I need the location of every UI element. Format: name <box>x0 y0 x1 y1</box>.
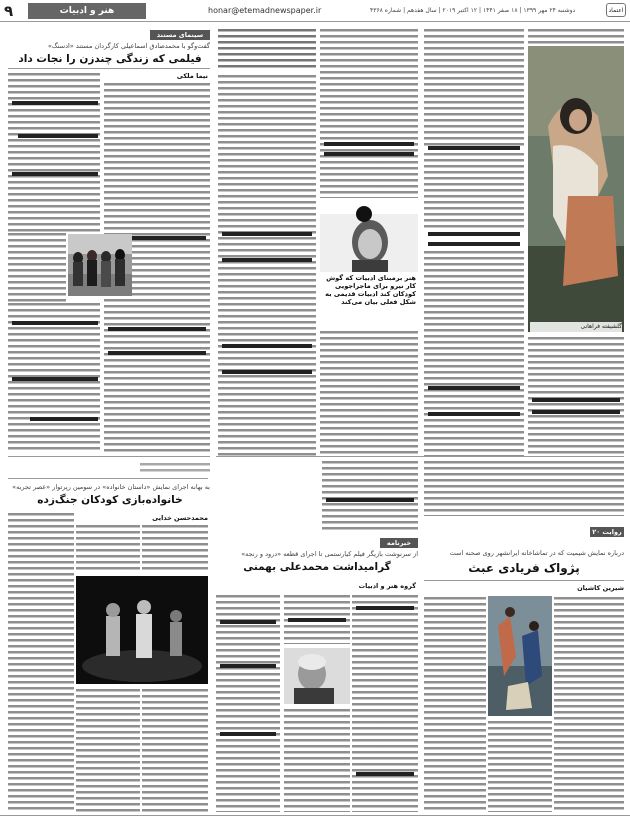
question-line <box>326 498 414 502</box>
footer-note <box>140 462 210 472</box>
article-kicker: از سرنوشت بازیگر فیلم کیارستمی تا اجرای قطعه «درود و رنجه» <box>241 550 418 558</box>
question-line <box>18 134 98 138</box>
article-byline: گروه هنر و ادبیات <box>358 582 416 590</box>
question-line <box>428 242 520 246</box>
portrait-image <box>284 648 350 704</box>
dateline: دوشنبه ۲۴ مهر ۱۳۹۹ | ۱۸ صفر ۱۴۴۱ | ۱۲ اکتبر ۲۰۱۹ | سال هفدهم | شماره ۴۳۶۸ <box>370 7 576 14</box>
article-headline: فیلمی که زندگی چندزن را نجات داد <box>18 53 202 65</box>
divider <box>8 456 210 457</box>
film-still-photo <box>68 234 132 296</box>
article-text-column <box>352 594 418 812</box>
question-line <box>30 417 98 421</box>
article-text-column <box>320 28 418 198</box>
article-text-column <box>216 594 280 812</box>
article-text-column <box>320 330 418 456</box>
article-text-column <box>76 688 140 812</box>
question-line <box>12 101 98 105</box>
question-line <box>12 377 98 381</box>
pull-quote: هنر برمبنای ادبیات که گوش کار نیرو برای ماجراجویی کودکان کند ادبیات قدیمی به شکل فعلی بیان می‌کند <box>325 274 416 306</box>
section-email[interactable]: honar@etemadnewspaper.ir <box>208 6 322 15</box>
category-tag: سینمای مستند <box>150 30 210 40</box>
article-text-column <box>424 460 624 516</box>
question-line <box>532 410 620 414</box>
article-text-column <box>8 512 74 812</box>
article-text-column <box>488 720 552 812</box>
question-line <box>222 370 312 374</box>
category-tag: روایت ۲۰ <box>590 527 624 537</box>
article-text-column <box>554 596 624 812</box>
film-still-image <box>68 234 132 296</box>
question-line <box>532 398 620 402</box>
article-text-column <box>284 708 350 812</box>
article-text-column <box>218 74 316 456</box>
article-text-column <box>424 28 524 148</box>
article-text-column <box>142 524 208 572</box>
portrait-photo <box>284 648 350 704</box>
section-title: هنر و ادبیات <box>28 3 146 19</box>
performance-image <box>488 596 552 716</box>
portrait-photo <box>320 214 418 272</box>
article-kicker: درباره نمایش شیمیت که در تماشاخانه ایرانشهر روی صحنه است <box>449 549 624 557</box>
article-text-column <box>528 336 624 456</box>
question-line <box>220 732 276 736</box>
divider <box>216 456 624 457</box>
question-line <box>222 232 312 236</box>
article-text-column <box>76 524 140 572</box>
question-line <box>12 172 98 176</box>
question-line <box>428 412 520 416</box>
quote-icon <box>356 206 372 222</box>
page-bottom-rule <box>0 815 630 816</box>
question-line <box>324 152 414 156</box>
category-tag: خبرنامه <box>380 538 418 548</box>
article-text-column <box>424 250 524 456</box>
article-kicker: به بهانه اجرای نمایش «داستان خانواده» در سومین رپرتوار «عصر تجربه» <box>12 483 210 491</box>
question-line <box>356 772 414 776</box>
divider <box>8 68 210 69</box>
performance-photo <box>488 596 552 716</box>
photo-caption: گلشیفته فراهانی <box>530 322 622 332</box>
lead-photo <box>528 46 624 332</box>
question-line <box>12 321 98 325</box>
question-line <box>220 664 276 668</box>
question-line <box>220 620 276 624</box>
article-kicker: گفت‌وگو با محمدصادق اسماعیلی کارگردان مستند «ادسنگ» <box>47 42 210 50</box>
article-headline: گرامیداشت محمدعلی بهمنی <box>243 561 391 573</box>
portrait-image <box>320 214 418 272</box>
question-line <box>428 146 520 150</box>
question-line <box>222 344 312 348</box>
question-line <box>222 258 312 262</box>
lead-paragraph <box>218 28 316 70</box>
article-text-column <box>528 28 624 44</box>
newspaper-logo: اعتماد <box>606 3 626 17</box>
question-line <box>108 351 206 355</box>
question-line <box>108 327 206 331</box>
article-byline: نیما ملکی <box>176 72 208 80</box>
question-line <box>324 142 414 146</box>
page-number: ۹ <box>4 2 14 20</box>
article-text-column <box>322 460 418 530</box>
article-headline: پژواک فریادی عبث <box>468 561 580 575</box>
article-headline: خانواده‌بازی کودکان جنگ‌زده <box>37 494 183 506</box>
article-byline: شیرین کاشیان <box>577 584 624 592</box>
article-text-column <box>8 72 100 232</box>
stage-image <box>76 576 208 684</box>
question-line <box>428 386 520 390</box>
question-line <box>288 618 346 622</box>
lead-image <box>528 46 624 332</box>
divider <box>424 580 624 581</box>
article-text-column <box>424 596 486 812</box>
question-line <box>356 606 414 610</box>
question-line <box>428 232 520 236</box>
divider <box>8 478 208 479</box>
article-text-column <box>142 688 208 812</box>
stage-photo <box>76 576 208 684</box>
article-byline: محمدحسن خدایی <box>152 514 208 522</box>
article-text-column <box>424 152 524 230</box>
article-text-column <box>8 232 66 302</box>
